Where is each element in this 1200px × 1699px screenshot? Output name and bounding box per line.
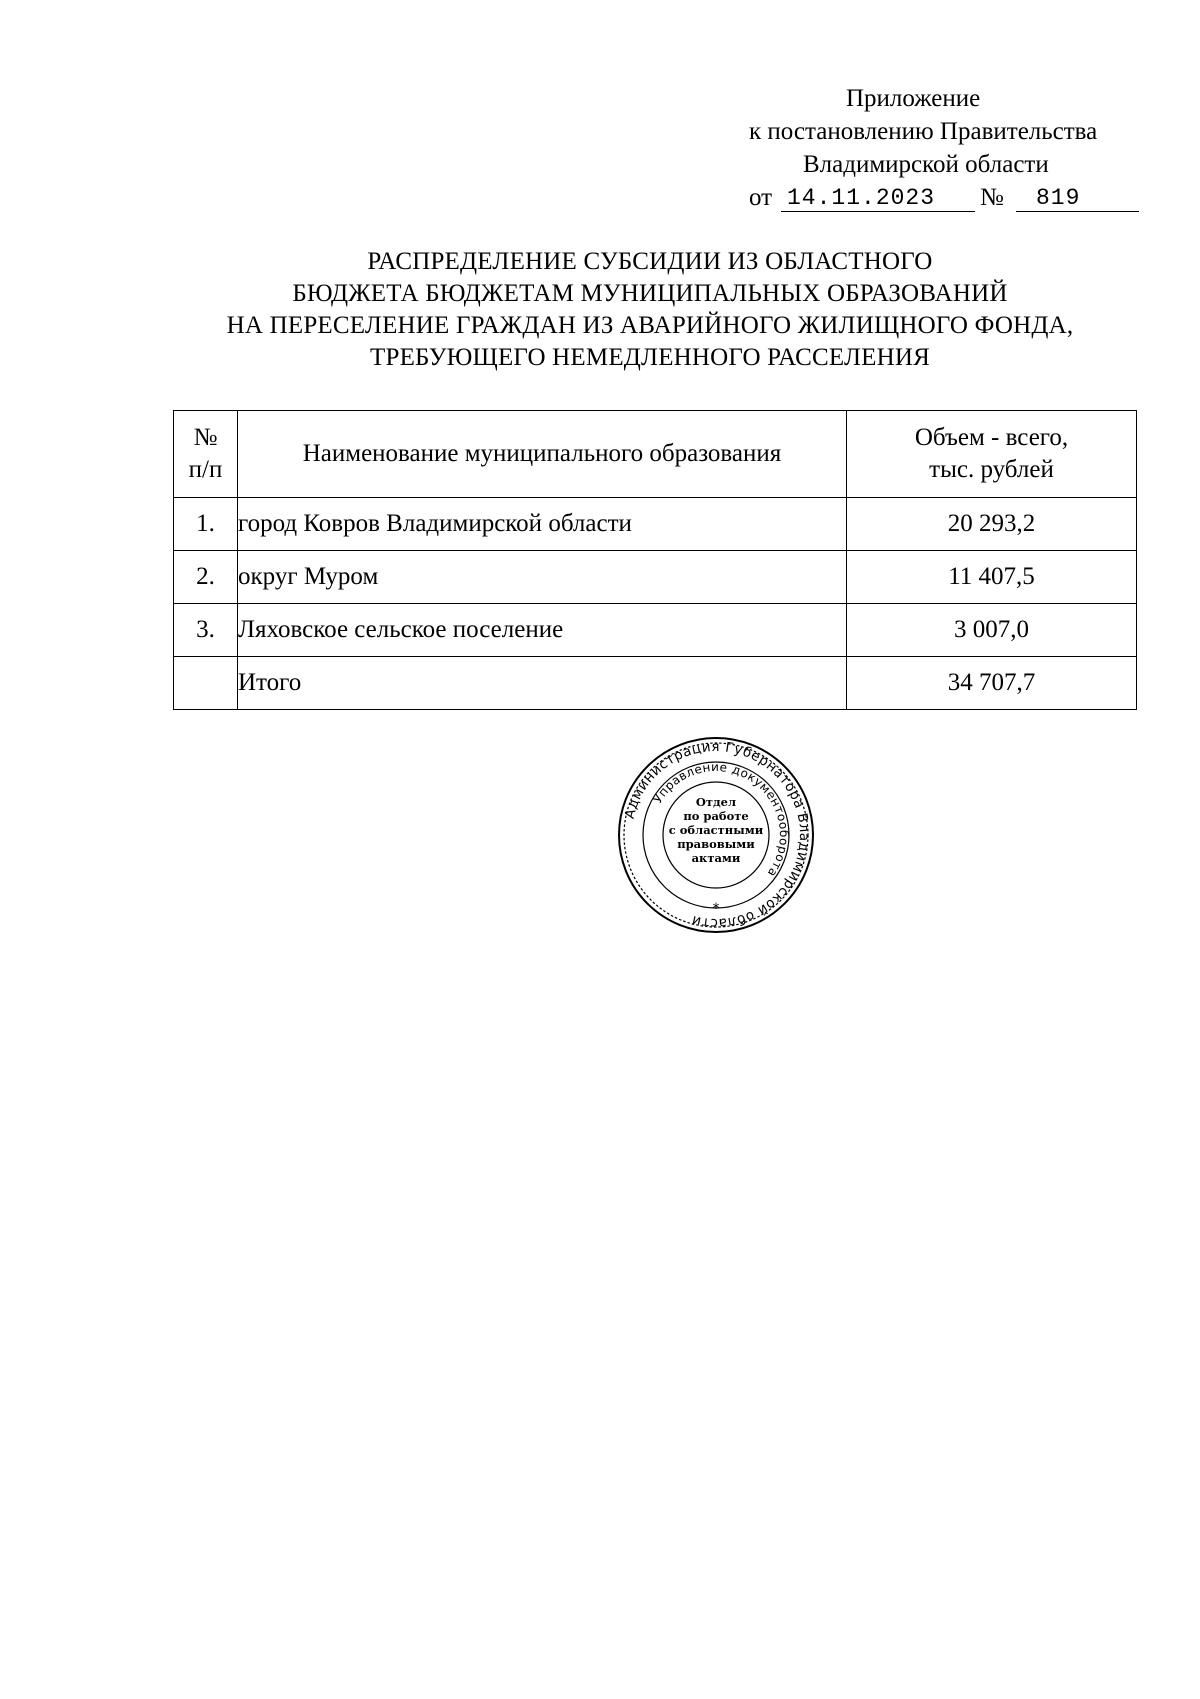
table-total-row <box>174 657 1137 710</box>
appendix-region: Владимирской области <box>803 151 1049 178</box>
row-volume: 3 007,0 <box>847 604 1137 657</box>
resolution-date: 14.11.2023 <box>781 185 975 212</box>
seal-center-line: по работе <box>683 809 749 823</box>
official-seal <box>616 735 816 935</box>
title-line: РАСПРЕДЕЛЕНИЕ СУБСИДИИ ИЗ ОБЛАСТНОГО <box>367 248 933 275</box>
distribution-table-wrapper <box>173 410 1136 710</box>
header-number-line: п/п <box>188 456 223 483</box>
row-municipality: Ляховское сельское поселение <box>238 604 847 657</box>
appendix-block <box>0 0 1200 230</box>
row-municipality: город Ковров Владимирской области <box>238 498 847 551</box>
row-volume: 11 407,5 <box>847 551 1137 604</box>
header-number-line: № <box>193 424 218 451</box>
seal-center-text <box>666 795 766 865</box>
seal-center-line: актами <box>691 851 741 865</box>
row-volume: 20 293,2 <box>847 498 1137 551</box>
header-volume <box>847 411 1137 498</box>
header-volume-line: Объем - всего, <box>914 424 1069 451</box>
distribution-table <box>173 410 1137 710</box>
table-row <box>174 551 1137 604</box>
header-number <box>174 411 238 498</box>
resolution-number: 819 <box>1016 185 1139 212</box>
header-municipality-label: Наименование муниципального образования <box>302 440 782 467</box>
row-municipality: округ Муром <box>238 551 847 604</box>
seal-middle-text: Управление документооборота <box>650 759 792 880</box>
table-row <box>174 604 1137 657</box>
seal-center-line: с областными <box>668 823 764 837</box>
seal-center-line: правовыми <box>677 837 755 851</box>
seal-center-line: Отдел <box>695 795 737 809</box>
row-number <box>174 657 238 710</box>
appendix-date-number <box>749 183 1139 215</box>
title-line: БЮДЖЕТА БЮДЖЕТАМ МУНИЦИПАЛЬНЫХ ОБРАЗОВАНИЙ <box>292 280 1008 307</box>
header-volume-line: тыс. рублей <box>929 456 1054 483</box>
number-prefix: № <box>980 184 1004 211</box>
row-number: 2. <box>174 551 238 604</box>
document-title <box>150 246 1150 374</box>
row-number: 3. <box>174 604 238 657</box>
table-header-row <box>174 411 1137 498</box>
seal-outer-text: Администрация Губернатора Владимирской области <box>621 738 813 932</box>
total-label: Итого <box>238 657 847 710</box>
header-municipality <box>238 411 847 498</box>
date-prefix: от <box>749 184 773 211</box>
appendix-title: Приложение <box>846 85 981 112</box>
total-volume: 34 707,7 <box>847 657 1137 710</box>
appendix-reference: к постановлению Правительства <box>749 118 1098 145</box>
table-row <box>174 498 1137 551</box>
title-line: НА ПЕРЕСЕЛЕНИЕ ГРАЖДАН ИЗ АВАРИЙНОГО ЖИЛИЩНОГО ФОНДА, <box>226 312 1074 339</box>
title-line: ТРЕБУЮЩЕГО НЕМЕДЛЕННОГО РАССЕЛЕНИЯ <box>370 344 930 371</box>
row-number: 1. <box>174 498 238 551</box>
seal-star: * <box>712 901 720 917</box>
